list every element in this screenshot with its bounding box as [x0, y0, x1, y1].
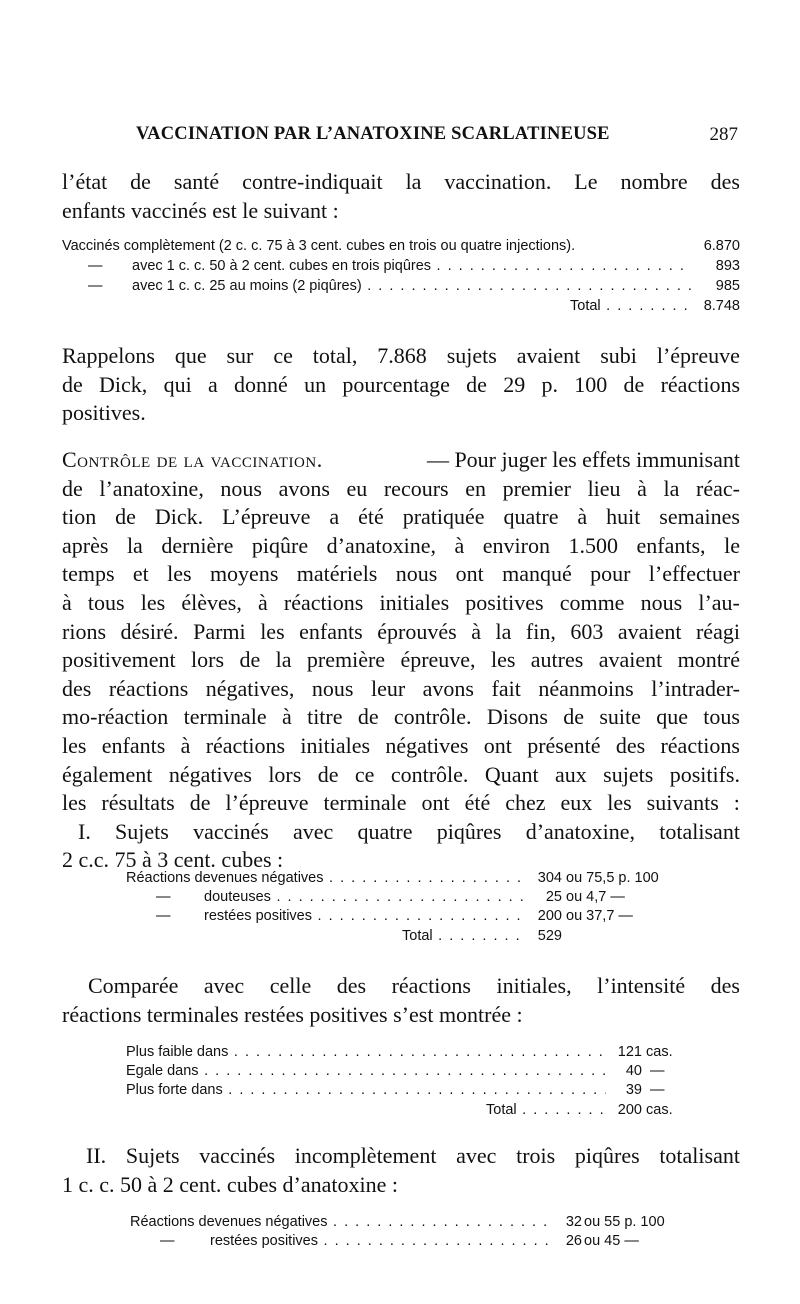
text-line: [62, 789, 740, 818]
heading-continuation: — Pour juger les effets immunisant: [426, 447, 740, 472]
text-line: réactions terminales restées positives s’est montrée :: [62, 1001, 523, 1027]
word: contre-indiquait: [242, 169, 383, 194]
word: néanmoins: [538, 675, 634, 701]
row-label: Plus forte dans . . .: [126, 1080, 606, 1100]
word: sujets: [603, 761, 654, 787]
word: avaient: [516, 343, 581, 368]
word: de: [130, 169, 151, 194]
word: des: [710, 973, 740, 998]
word: temps: [62, 561, 115, 587]
word: l’intrader-: [651, 675, 740, 701]
row-percentage: ou 55 p. 100: [584, 1214, 665, 1230]
word: épreuve,: [400, 647, 476, 673]
word: les: [62, 732, 87, 758]
word: la: [275, 647, 292, 673]
table-row: [62, 276, 740, 296]
word: nous: [640, 589, 683, 615]
word: de: [62, 475, 83, 501]
word: de: [189, 790, 211, 816]
word: avons: [422, 675, 474, 701]
word: des: [710, 169, 740, 194]
word: réactions: [660, 732, 740, 758]
word: négatives: [168, 761, 252, 787]
word: les: [62, 790, 87, 816]
text-line: [62, 732, 740, 761]
word: élèves,: [181, 589, 242, 615]
word: de: [62, 371, 83, 397]
word: nous: [311, 675, 354, 701]
word: recours: [383, 475, 449, 501]
word: les: [607, 790, 632, 816]
text-line: [62, 761, 740, 790]
word: pour: [590, 561, 631, 587]
word: total,: [312, 343, 358, 368]
total-label: Total . . .: [402, 926, 526, 946]
word: négatives,: [205, 675, 295, 701]
table-row: [126, 887, 686, 907]
word: les: [167, 561, 192, 587]
justified-line: [62, 972, 740, 1001]
text-line: enfants vaccinés est le suivant :: [62, 197, 339, 223]
word: la: [663, 475, 680, 501]
row-label: Plus faible dans . . .: [126, 1042, 606, 1062]
word: réac-: [696, 475, 740, 501]
word: à: [180, 732, 191, 758]
word: la: [126, 532, 143, 558]
text-line: [62, 618, 740, 647]
word: ont: [483, 732, 512, 758]
word: l’état: [62, 169, 108, 194]
word: réactions: [283, 589, 364, 615]
row-value: 121: [606, 1042, 642, 1062]
row-value: 40: [606, 1061, 642, 1081]
word: contrôle.: [393, 704, 472, 730]
row-value: 200: [526, 906, 562, 927]
word: sujets: [446, 343, 497, 368]
word: l’intensité: [597, 973, 686, 998]
table-row: [126, 906, 686, 926]
word: mo-réaction: [62, 704, 169, 730]
word: tous: [703, 704, 740, 730]
row-value: 26: [554, 1231, 582, 1251]
running-title: VACCINATION PAR L’ANATOXINE SCARLATINEUSE: [136, 124, 610, 144]
table-row: [130, 1212, 690, 1232]
word: un: [304, 371, 327, 397]
word: la: [405, 169, 422, 194]
word: pratiquée: [402, 504, 485, 530]
ditto-dash: —: [88, 258, 103, 274]
total-value: 529: [526, 926, 562, 946]
word: avec: [203, 973, 245, 998]
word: moyens: [209, 561, 279, 587]
word: présenté: [527, 732, 601, 758]
word: L’épreuve: [222, 504, 311, 530]
word: tous: [87, 589, 125, 615]
row-label: douteuses . . .: [204, 887, 526, 907]
row-value: 32: [554, 1212, 582, 1232]
word: eu: [346, 475, 368, 501]
justified-line: [62, 342, 740, 371]
word: 7.868: [377, 343, 427, 368]
word: enfants,: [636, 532, 706, 558]
word: lors: [268, 761, 302, 787]
word: suite: [599, 704, 641, 730]
word: été: [358, 504, 384, 530]
heading-line: [62, 446, 740, 475]
word: celle: [269, 973, 312, 998]
table-row: [126, 868, 686, 888]
word: positifs.: [669, 761, 740, 787]
word: nous: [395, 561, 438, 587]
text-line: [62, 503, 740, 532]
ditto-dash: —: [88, 278, 103, 294]
word: leur: [370, 675, 406, 701]
word: l’anatoxine,: [99, 475, 204, 501]
word: les: [260, 618, 285, 644]
word: qui: [163, 371, 192, 397]
table-row: [130, 1231, 690, 1251]
word: ont: [421, 790, 450, 816]
text-line: [62, 675, 740, 704]
word: Dick.: [154, 504, 204, 530]
word: donné: [234, 371, 288, 397]
word: dernière: [161, 532, 234, 558]
word: l’effectuer: [648, 561, 740, 587]
word: des: [615, 732, 646, 758]
word: environ: [482, 532, 550, 558]
justified-line: [62, 371, 740, 400]
word: premier: [502, 475, 571, 501]
controle-paragraph: [62, 446, 740, 875]
word: montré: [677, 647, 740, 673]
word: Quant: [484, 761, 539, 787]
word: Rappelons: [62, 343, 155, 368]
word: d’anatoxine,: [525, 818, 636, 844]
row-label: Vaccinés complètement (2 c. c. 75 à 3 cent. cubes en trois ou quatre injections).: [62, 238, 576, 254]
text-line: 1 c. c. 50 à 2 cent. cubes d’anatoxine :: [62, 1171, 398, 1197]
word: II.: [86, 1143, 107, 1168]
text-line: [62, 589, 740, 618]
word: à: [258, 589, 268, 615]
word: lieu: [587, 475, 621, 501]
word: 100: [574, 371, 608, 397]
word: fin,: [525, 618, 556, 644]
word: première: [306, 647, 386, 673]
word: p.: [541, 371, 558, 397]
word: de: [623, 371, 645, 397]
word: éprouvés: [377, 618, 457, 644]
word: suivants: [646, 790, 719, 816]
word: manqué: [502, 561, 572, 587]
text-line: [62, 532, 740, 561]
word: incomplètement: [294, 1143, 437, 1168]
word: Disons: [486, 704, 548, 730]
row-percentage: ou 45 —: [584, 1233, 639, 1249]
text-line: [62, 818, 740, 847]
word: avons: [278, 475, 330, 501]
word: subi: [600, 343, 637, 368]
word: Comparée: [88, 973, 179, 998]
word: vaccination.: [444, 169, 552, 194]
word: piqûre: [251, 532, 309, 558]
word: fait: [491, 675, 521, 701]
word: de: [563, 704, 585, 730]
word: piqûres: [574, 1143, 640, 1168]
word: totalisant: [659, 818, 740, 844]
table-row: [126, 1042, 686, 1062]
word: à: [282, 704, 292, 730]
word: sur: [226, 343, 254, 368]
word: ce: [354, 761, 375, 787]
word: quatre: [503, 504, 559, 530]
word: Dick,: [99, 371, 148, 397]
word: huit: [606, 504, 641, 530]
word: ce: [273, 343, 293, 368]
justified-line: [62, 1142, 740, 1171]
row-label: Réactions devenues négatives . . .: [130, 1212, 554, 1232]
word: la: [495, 618, 512, 644]
row-value: 304: [526, 868, 562, 888]
word: également: [62, 761, 153, 787]
section-II-paragraph: [62, 1142, 740, 1199]
row-label: restées positives . . .: [204, 906, 526, 926]
word: pourcentage: [342, 371, 450, 397]
word: des: [336, 973, 367, 998]
word: comme: [559, 589, 625, 615]
word: des: [62, 675, 92, 701]
word: titre: [307, 704, 343, 730]
row-percentage: ou 4,7 —: [566, 889, 625, 905]
word: a: [329, 504, 340, 530]
word: en: [465, 475, 486, 501]
word: réagi: [695, 618, 740, 644]
word: rions: [62, 618, 106, 644]
word: chez: [505, 790, 546, 816]
word: terminale: [183, 704, 267, 730]
word: 603: [570, 618, 604, 644]
word: matériels: [296, 561, 378, 587]
word: de: [115, 504, 136, 530]
word: piqûres: [436, 818, 502, 844]
row-value: 25: [526, 887, 562, 907]
word: santé: [173, 169, 220, 194]
row-value: 893: [712, 256, 740, 276]
table-total-row: [126, 926, 686, 946]
word: eux: [560, 790, 593, 816]
word: les: [490, 647, 516, 673]
word: de: [317, 761, 339, 787]
word: avaient: [617, 618, 682, 644]
text-line: [62, 475, 740, 504]
word: avec: [456, 1143, 497, 1168]
word: semaines: [659, 504, 740, 530]
word: Sujets: [125, 1143, 180, 1168]
table-row: [62, 236, 740, 256]
word: de: [239, 647, 261, 673]
row-unit: cas.: [646, 1044, 673, 1060]
word: à: [454, 532, 465, 558]
word: réactions: [108, 675, 189, 701]
word: 29: [503, 371, 526, 397]
word: terminale: [323, 790, 407, 816]
word: à: [637, 475, 647, 501]
row-value: 985: [712, 276, 740, 297]
table-row: [62, 256, 740, 276]
word: l’épreuve: [225, 790, 309, 816]
section-heading: Contrôle de la vaccination.: [62, 447, 323, 472]
row-value: 39: [606, 1080, 642, 1101]
word: initiales: [300, 732, 371, 758]
row-value: 6.870: [700, 236, 740, 256]
total-label: Total . . .: [570, 296, 690, 316]
word: nombre: [620, 169, 688, 194]
text-line: [62, 560, 740, 589]
word: réactions: [205, 732, 286, 758]
word: l’épreuve: [656, 343, 740, 368]
word: :: [733, 790, 740, 816]
word: de: [357, 704, 379, 730]
word: trois: [516, 1143, 556, 1168]
row-label: avec 1 c. c. 50 à 2 cent. cubes en trois piqûres . . .: [132, 256, 692, 276]
word: autres: [530, 647, 584, 673]
word: 1.500: [568, 532, 619, 558]
word: à: [62, 589, 72, 615]
word: initiales,: [496, 973, 572, 998]
comparee-paragraph: [62, 972, 740, 1029]
word: réactions: [660, 371, 740, 397]
word: positivement: [62, 647, 176, 673]
word: vaccinés: [193, 818, 269, 844]
word: avaient: [598, 647, 663, 673]
word: résultats: [101, 790, 175, 816]
word: l’au-: [698, 589, 740, 615]
row-percentage: ou 75,5 p. 100: [566, 870, 659, 886]
word: aux: [555, 761, 587, 787]
row-unit: —: [650, 1063, 665, 1079]
total-label: Total . . .: [486, 1100, 606, 1120]
table-row: [126, 1061, 686, 1081]
word: que: [174, 343, 207, 368]
word: négatives: [385, 732, 469, 758]
table-row: [126, 1080, 686, 1100]
text-line: [62, 703, 740, 732]
word: nous: [220, 475, 262, 501]
ditto-dash: —: [160, 1233, 175, 1249]
word: Le: [574, 169, 598, 194]
table-total-row: [62, 296, 740, 316]
word: a: [208, 371, 218, 397]
ditto-dash: —: [156, 908, 171, 924]
running-header: [118, 124, 738, 148]
ditto-dash: —: [156, 889, 171, 905]
row-unit: —: [650, 1082, 665, 1098]
word: quatre: [357, 818, 413, 844]
row-percentage: ou 37,7 —: [566, 908, 633, 924]
word: tion: [62, 504, 97, 530]
row-label: Réactions devenues négatives . . .: [126, 868, 526, 888]
row-label: Egale dans . . .: [126, 1061, 606, 1081]
word: et: [132, 561, 149, 587]
word: de: [466, 371, 487, 397]
table-total-row: [126, 1100, 686, 1120]
word: désiré.: [120, 618, 179, 644]
intro-paragraph: [62, 168, 740, 225]
justified-line: [62, 168, 740, 197]
word: Parmi: [193, 618, 246, 644]
word: d’anatoxine,: [326, 532, 436, 558]
word: réactions: [391, 973, 471, 998]
row-label: restées positives . . .: [210, 1231, 554, 1251]
word: à: [471, 618, 481, 644]
total-value: 8.748: [700, 296, 740, 316]
word: contrôle.: [390, 761, 469, 787]
word: après: [62, 532, 109, 558]
word: les: [140, 589, 166, 615]
word: à: [577, 504, 588, 530]
word: été: [464, 790, 491, 816]
word: positives: [465, 589, 544, 615]
word: Sujets: [115, 818, 169, 844]
word: que: [656, 704, 688, 730]
word: avec: [293, 818, 334, 844]
text-line: positives.: [62, 400, 146, 426]
text-line: 2 c.c. 75 à 3 cent. cubes :: [62, 847, 284, 873]
text-line: [62, 646, 740, 675]
word: enfants: [101, 732, 166, 758]
word: totalisant: [659, 1143, 740, 1168]
word: ont: [455, 561, 484, 587]
total-unit: cas.: [646, 1102, 673, 1118]
word: vaccinés: [199, 1143, 276, 1168]
word: enfants: [299, 618, 363, 644]
word: I.: [78, 818, 91, 844]
word: le: [724, 532, 740, 558]
word: initiales: [379, 589, 450, 615]
page-number: 287: [709, 124, 738, 145]
total-value: 200: [606, 1100, 642, 1120]
row-label: avec 1 c. c. 25 au moins (2 piqûres) . . .: [132, 276, 692, 296]
word: lors: [191, 647, 225, 673]
rappel-paragraph: [62, 342, 740, 428]
